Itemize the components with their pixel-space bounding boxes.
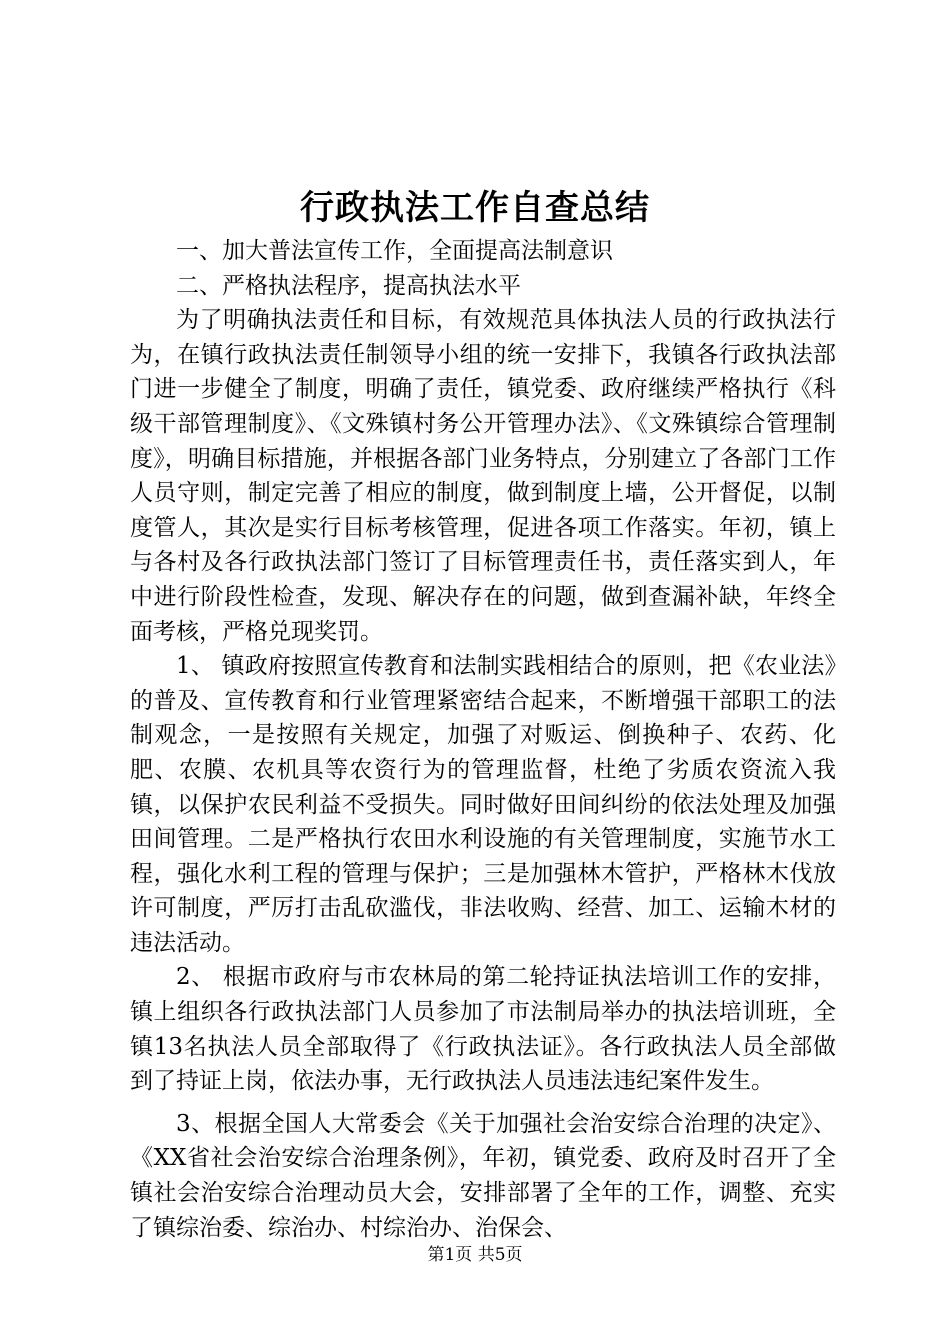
- paragraph-item-1: 1、 镇政府按照宣传教育和法制实践相结合的原则，把《农业法》的普及、宣传教育和行业管理紧密结合起来，不断增强干部职工的法制观念，一是按照有关规定，加强了对贩运、倒换种子、农药、化肥、农膜、农机具等农资行为的管理监督，杜绝了劣质农资流入我镇，以保护农民利益不受损失。同时做好田间纠纷的依法处理及加强田间管理。二是严格执行农田水利设施的有关管理制度，实施节水工程，强化水利工程的管理与保护；三是加强林木管护，严格林木伐放许可制度，严厉打击乱砍滥伐，非法收购、经营、加工、运输木材的违法活动。: [130, 653, 836, 956]
- page-footer: 第1页 共5页: [427, 1245, 523, 1265]
- paragraph-item-2: 2、 根据市政府与市农林局的第二轮持证执法培训工作的安排，镇上组织各行政执法部门人员参加了市法制局举办的执法培训班，全镇13名执法人员全部取得了《行政执法证》。各行政执法人员全部做到了持证上岗，依法办事，无行政执法人员违法违纪案件发生。: [130, 964, 836, 1095]
- section-heading-1: 一、加大普法宣传工作，全面提高法制意识: [176, 238, 613, 264]
- document-body: [130, 234, 836, 1245]
- section-heading-2: 二、严格执法程序，提高执法水平: [176, 272, 521, 299]
- paragraph-intro: 为了明确执法责任和目标，有效规范具体执法人员的行政执法行为，在镇行政执法责任制领导小组的统一安排下，我镇各行政执法部门进一步健全了制度，明确了责任，镇党委、政府继续严格执行《科级干部管理制度》、《文殊镇村务公开管理办法》、《文殊镇综合管理制度》，明确目标措施，并根据各部门业务特点，分别建立了各部门工作人员守则，制定完善了相应的制度，做到制度上墙，公开督促，以制度管人，其次是实行目标考核管理，促进各项工作落实。年初，镇上与各村及各行政执法部门签订了目标管理责任书，责任落实到人，年中进行阶段性检查，发现、解决存在的问题，做到查漏补缺，年终全面考核，严格兑现奖罚。: [130, 307, 836, 645]
- paragraph-item-3: 3、根据全国人大常委会《关于加强社会治安综合治理的决定》、《XX省社会治安综合治理条例》，年初，镇党委、政府及时召开了全镇社会治安综合治理动员大会，安排部署了全年的工作，调整、充实了镇综治委、综治办、村综治办、治保会、: [130, 1110, 836, 1241]
- document-title: 行政执法工作自查总结: [300, 188, 650, 228]
